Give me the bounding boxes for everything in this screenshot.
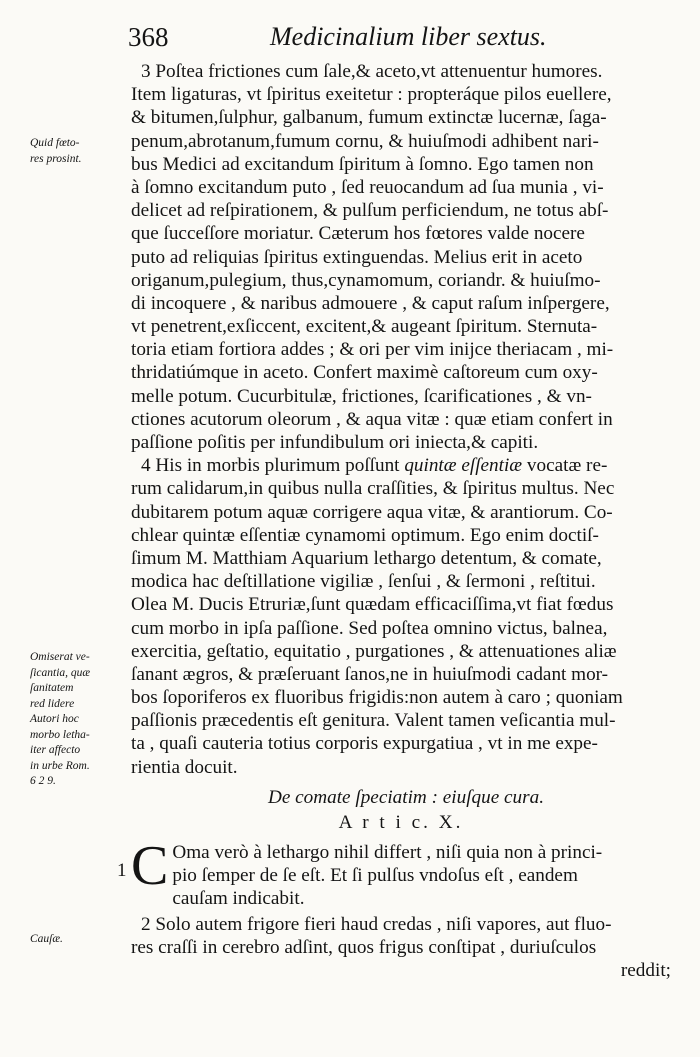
text-line: penum,abrotanum,fumum cornu, & huiuſmodi adhibent nari- (131, 130, 599, 152)
text-line: Olea M. Ducis Etruriæ,ſunt quædam efficaciſſima,vt fiat fœdus (131, 594, 614, 616)
text-line: à ſomno excitandum puto , ſed reuocandum ad ſua munia , vi- (131, 176, 604, 198)
margin-note-line: iter affecto (30, 744, 81, 756)
text-line: toria etiam fortiora addes ; & ori per vim inijce theriacam , mi- (131, 339, 614, 361)
paragraph-2 (131, 913, 671, 983)
italic-term: quintæ eſſentiæ (404, 455, 523, 477)
text-line: que ſucceſſore moriatur. Cæterum hos fœtores valde nocere (131, 223, 585, 245)
margin-note-line: ſicantia, quæ (30, 666, 91, 679)
text-block (117, 60, 671, 982)
text-line: delicet ad reſpirationem, & pulſum perficiendum, ne totus abſ- (131, 200, 609, 222)
text-line: puto ad reliquias ſpiritus extinguendas. Melius erit in aceto (131, 246, 583, 268)
text-line: 2 Solo autem frigore fieri haud credas , niſi vapores, aut fluo- (141, 913, 612, 935)
margin-note-line: in urbe Rom. (30, 759, 90, 772)
paragraph-1 (131, 834, 671, 913)
margin-note (30, 136, 82, 167)
text-line: pio ſemper de ſe eſt. Et ſi pulſus vndoſus eſt , eandem (172, 865, 578, 886)
text-line: ſimum M. Matthiam Aquarium lethargo detentum, & comate, (131, 547, 602, 569)
page-number: 368 (128, 22, 169, 52)
text-line: rientia docuit. (131, 756, 238, 778)
paragraph-number: 1 (117, 860, 127, 881)
catchword: reddit; (620, 960, 671, 982)
text-line: cauſam indicabit. (172, 888, 305, 910)
margin-note-line: res prosint. (30, 152, 82, 165)
paragraph-4 (131, 454, 671, 779)
marginalia (0, 0, 130, 1057)
text-run: vocatæ re- (522, 455, 608, 477)
margin-note-line: Autori hoc (30, 713, 79, 725)
margin-note-line: red lidere (30, 697, 75, 710)
text-line: res craſſi in cerebro adſint, quos frigus conſtipat , duriuſculos (131, 937, 597, 958)
margin-note-line: Quid fœto- (30, 137, 80, 149)
drop-cap: C (131, 834, 169, 897)
margin-note (30, 650, 90, 790)
margin-note-line: morbo letha- (30, 728, 90, 741)
text-line: cum morbo in ipſa paſſione. Sed poſtea omnino victus, balnea, (131, 617, 608, 639)
margin-note-line: Omiserat ve- (30, 651, 90, 663)
text-line: 3 Poſtea frictiones cum ſale,& aceto,vt attenuentur humores. (141, 61, 603, 82)
text-line: paſſione poſitis per infundibulum ori iniecta,& capiti. (131, 432, 539, 453)
text-line: melle potum. Cucurbitulæ, frictiones, ſcarificationes , & vn- (131, 385, 592, 407)
margin-note-line: ſanitatem (30, 682, 74, 694)
text-line: ſanant ægros, & præſeruant ſanos,ne in huiuſmodi cadant mor- (131, 663, 609, 685)
text-line: di incoquere , & naribus admouere , & caput raſum inſpergere, (131, 292, 610, 314)
section-title: De comate ſpeciatim : eiuſque cura. (268, 786, 544, 808)
text-line: chlear quintæ eſſentiæ cynamomi optimum. Ego enim doctiſ- (131, 524, 599, 546)
text-line: ta , quaſi cauteria totius corporis expurgatiua , vt in me expe- (131, 733, 598, 755)
paragraph-3 (131, 60, 671, 454)
text-run: 4 His in morbis plurimum poſſunt (141, 455, 405, 477)
text-line: bus Medici ad excitandum ſpiritum à ſomno. Ego tamen non (131, 153, 594, 175)
text-line: bos ſoporiferos ex fluoribus frigidis:non autem à caro ; quoniam (131, 687, 623, 709)
text-line: origanum,pulegium, thus,cynamomum, coriandr. & huiuſmo- (131, 269, 601, 291)
margin-note-line: 6 2 9. (30, 775, 56, 787)
text-line: rum calidarum,in quibus nulla craſſities, & ſpiritus multus. Nec (131, 478, 615, 500)
margin-note (30, 932, 63, 948)
text-line: Oma verò à lethargo nihil differt , niſi quia non à princi- (172, 841, 603, 863)
margin-note-line: Cauſæ. (30, 933, 63, 945)
text-line: vt penetrent,exſiccent, excitent,& augeant ſpiritum. Sternuta- (131, 316, 598, 338)
text-line: exercitia, geſtatio, equitatio , purgationes , & attenuationes aliæ (131, 640, 617, 662)
text-line: dubitarem potum aquæ corrigere aqua vitæ, & arantiorum. Co- (131, 501, 613, 523)
text-line: paſſionis præcedentis eſt genitura. Valent tamen veſicantia mul- (131, 710, 616, 732)
text-line: ctiones acutorum oleorum , & aqua vitæ : quæ etiam confert in (131, 408, 613, 430)
text-line: Item ligaturas, vt ſpiritus exeitetur : propteráque pilos euellere, (131, 84, 612, 106)
running-title: Medicinalium liber sextus. (270, 22, 547, 51)
text-line: modica hac deſtillatione vigiliæ , ſenſui , & ſermoni , reſtitui. (131, 571, 596, 593)
page-header (118, 22, 678, 56)
text-line (131, 454, 671, 477)
text-line: thridatiúmque in aceto. Confert maximè caſtoreum cum oxy- (131, 362, 598, 384)
text-line: & bitumen,ſulphur, galbanum, fumum extinctæ lucernæ, ſaga- (131, 107, 607, 129)
article-label: A r t i c. X. (338, 811, 464, 833)
